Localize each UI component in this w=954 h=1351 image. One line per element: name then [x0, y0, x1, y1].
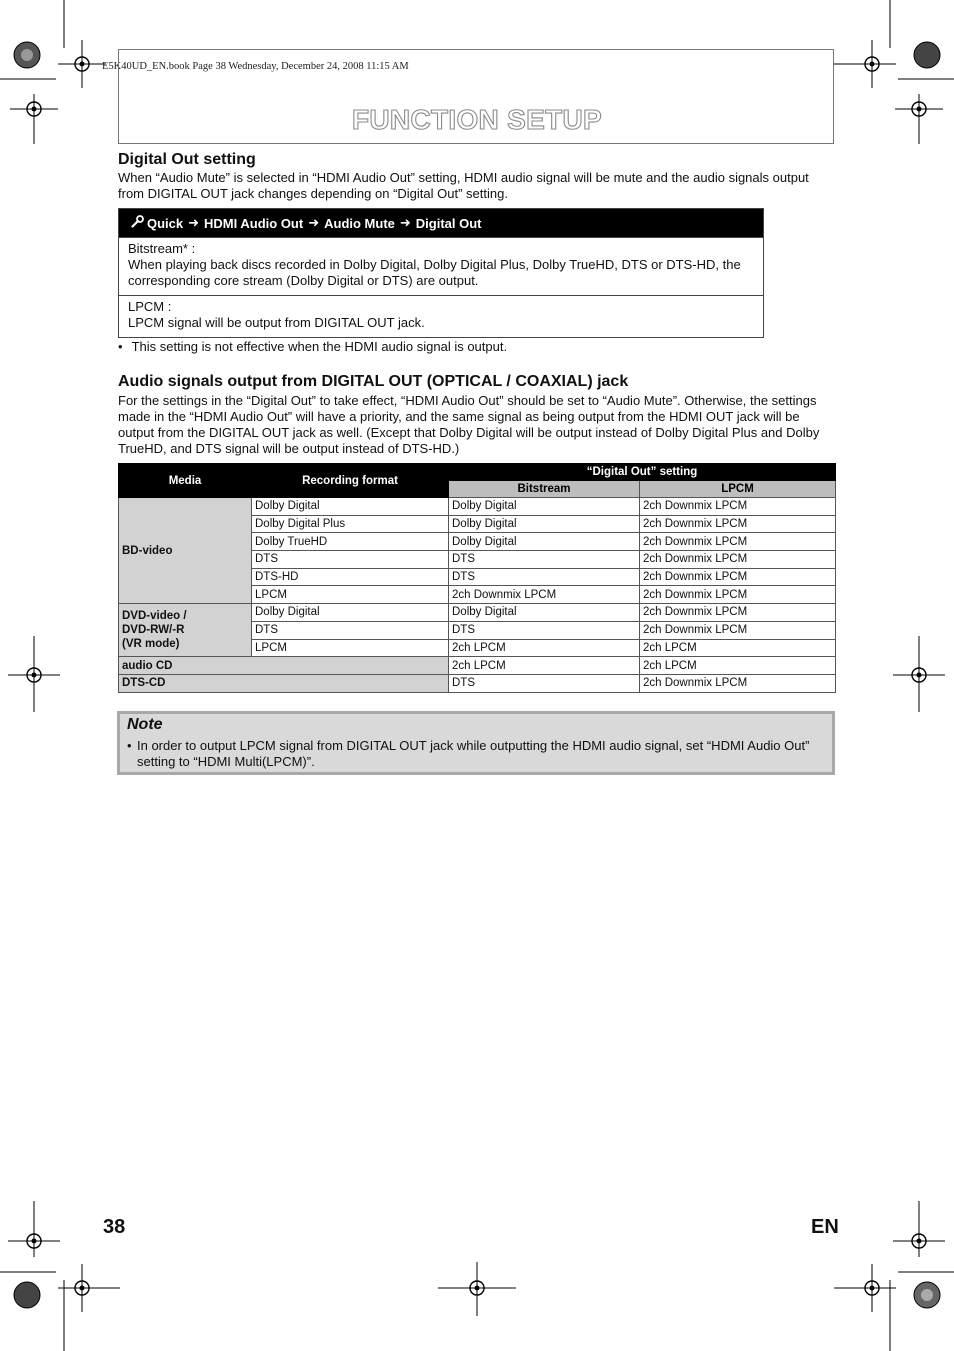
- bitstream-cell: Dolby Digital: [449, 498, 640, 516]
- bitstream-cell: Dolby Digital: [449, 533, 640, 551]
- bullet-icon: •: [127, 738, 132, 753]
- format-cell: Dolby Digital: [252, 604, 449, 622]
- media-cell: BD-video: [119, 498, 252, 604]
- option-bitstream: [119, 237, 763, 295]
- lpcm-cell: 2ch LPCM: [640, 657, 836, 675]
- lpcm-cell: 2ch Downmix LPCM: [640, 568, 836, 586]
- bitstream-cell: 2ch LPCM: [449, 639, 640, 657]
- arrow-right-icon: ➜: [188, 215, 200, 230]
- bitstream-cell: 2ch Downmix LPCM: [449, 586, 640, 604]
- option-desc: LPCM signal will be output from DIGITAL OUT jack.: [128, 315, 425, 330]
- option-label: Bitstream* :: [128, 241, 196, 256]
- file-info: E5K40UD_EN.book Page 38 Wednesday, December 24, 2008 11:15 AM: [102, 61, 409, 72]
- format-cell: Dolby Digital: [252, 498, 449, 516]
- option-label: LPCM :: [128, 299, 172, 314]
- page-title: FUNCTION SETUP: [352, 104, 602, 135]
- section-intro-audio-signals: For the settings in the “Digital Out” to take effect, “HDMI Audio Out” should be set to “Audio Mute”. Otherwise, the settings made in the “HDMI Audio Out” will have a priority, and the same signal as being output from the HDMI OUT jack will be output from the DIGITAL OUT jack as well. (Except that Dolby Digital will be output instead of Dolby Digital Plus and Dolby TrueHD, and DTS signal will be output instead of DTS-HD.): [118, 393, 820, 456]
- option-desc: When playing back discs recorded in Dolby Digital, Dolby Digital Plus, Dolby TrueHD, DTS or DTS-HD, the corresponding core stream (Dolby Digital or DTS) are output.: [128, 257, 741, 288]
- audio-output-table: [118, 463, 836, 693]
- menu-setting-table: [118, 208, 764, 338]
- format-cell: LPCM: [252, 586, 449, 604]
- table-body: [119, 498, 836, 693]
- media-cell: DVD-video / DVD-RW/-R (VR mode): [119, 604, 252, 657]
- footnote: • This setting is not effective when the HDMI audio signal is output.: [118, 339, 508, 354]
- lpcm-cell: 2ch Downmix LPCM: [640, 533, 836, 551]
- lpcm-cell: 2ch Downmix LPCM: [640, 498, 836, 516]
- menu-path: [119, 209, 763, 237]
- table-row: [119, 674, 836, 692]
- section-intro-digital-out: When “Audio Mute” is selected in “HDMI Audio Out” setting, HDMI audio signal will be mute and the audio signals output from DIGITAL OUT jack changes depending on “Digital Out” setting.: [118, 170, 809, 201]
- note-text: In order to output LPCM signal from DIGITAL OUT jack while outputting the HDMI audio signal, set “HDMI Audio Out” setting to “HDMI Multi(LPCM)”.: [137, 738, 810, 769]
- arrow-right-icon: ➜: [399, 215, 411, 230]
- media-cell: audio CD: [119, 657, 449, 675]
- lpcm-cell: 2ch Downmix LPCM: [640, 551, 836, 569]
- format-cell: DTS-HD: [252, 568, 449, 586]
- menu-path-step: Audio Mute: [324, 215, 395, 231]
- lpcm-cell: 2ch Downmix LPCM: [640, 604, 836, 622]
- note-title: Note: [127, 716, 163, 733]
- media-cell: DTS-CD: [119, 674, 449, 692]
- bitstream-cell: Dolby Digital: [449, 515, 640, 533]
- option-lpcm: [119, 295, 763, 337]
- page-language: EN: [811, 1216, 839, 1238]
- header-bitstream: Bitstream: [449, 481, 640, 498]
- bitstream-cell: Dolby Digital: [449, 604, 640, 622]
- section-heading-digital-out: Digital Out setting: [118, 151, 256, 168]
- table-row: [119, 604, 836, 622]
- format-cell: Dolby TrueHD: [252, 533, 449, 551]
- lpcm-cell: 2ch LPCM: [640, 639, 836, 657]
- format-cell: DTS: [252, 621, 449, 639]
- header-lpcm: LPCM: [640, 481, 836, 498]
- bitstream-cell: DTS: [449, 551, 640, 569]
- bitstream-cell: DTS: [449, 568, 640, 586]
- header-media: Media: [119, 464, 252, 498]
- menu-path-step: HDMI Audio Out: [204, 215, 304, 231]
- lpcm-cell: 2ch Downmix LPCM: [640, 674, 836, 692]
- header-setting: “Digital Out” setting: [449, 464, 836, 481]
- menu-path-step: Quick: [147, 215, 184, 231]
- table-row: [119, 498, 836, 516]
- section-heading-audio-signals: Audio signals output from DIGITAL OUT (OPTICAL / COAXIAL) jack: [118, 373, 629, 390]
- format-cell: Dolby Digital Plus: [252, 515, 449, 533]
- note-item: [127, 738, 817, 770]
- bitstream-cell: DTS: [449, 674, 640, 692]
- table-row: [119, 657, 836, 675]
- header-format: Recording format: [252, 464, 449, 498]
- format-cell: LPCM: [252, 639, 449, 657]
- wrench-icon: [131, 215, 144, 231]
- page-number: 38: [103, 1216, 126, 1238]
- menu-path-step: Digital Out: [415, 215, 482, 231]
- lpcm-cell: 2ch Downmix LPCM: [640, 586, 836, 604]
- footnote-text: This setting is not effective when the HDMI audio signal is output.: [131, 339, 508, 354]
- bitstream-cell: DTS: [449, 621, 640, 639]
- lpcm-cell: 2ch Downmix LPCM: [640, 621, 836, 639]
- arrow-right-icon: ➜: [308, 215, 320, 230]
- format-cell: DTS: [252, 551, 449, 569]
- lpcm-cell: 2ch Downmix LPCM: [640, 515, 836, 533]
- bitstream-cell: 2ch LPCM: [449, 657, 640, 675]
